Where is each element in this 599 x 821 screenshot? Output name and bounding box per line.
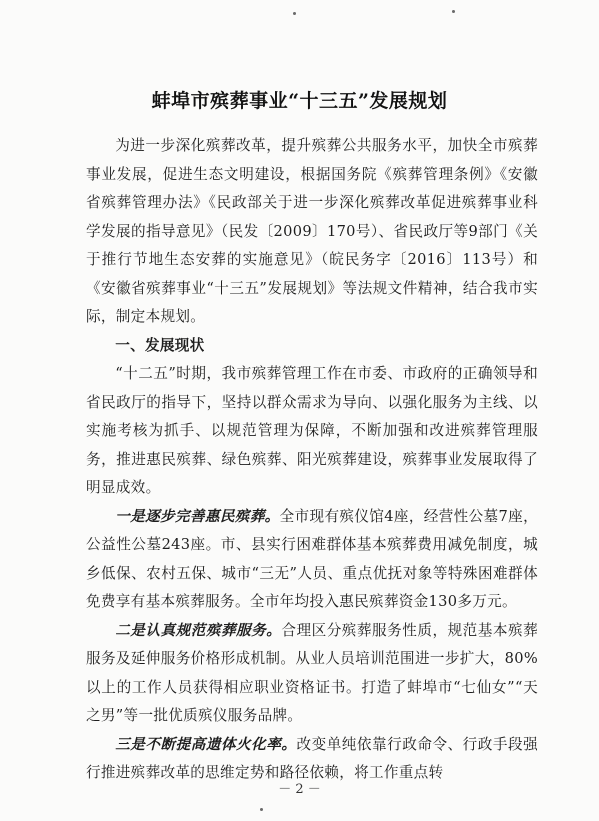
item-text-1: 全市现有殡仪馆4座，经营性公墓7座，公益性公墓243座。市、县实行困难群体基本殡葬费用减免制度，城乡低保、农村五保、城市“三无”人员、重点优抚对象等特殊困难群体免费享有基本殡葬服务。全市年均投入惠民殡葬资金130多万元。 [86, 507, 538, 610]
status-paragraph: “十二五”时期，我市殡葬管理工作在市委、市政府的正确领导和省民政厅的指导下，坚持以群众需求为导向、以强化服务为主线、以实施考核为抓手、以规范管理为保障，不断加强和改进殡葬管理服务，推进惠民殡葬、绿色殡葬、阳光殡葬建设，殡葬事业发展取得了明显成效。 [86, 365, 538, 496]
intro-paragraph: 为进一步深化殡葬改革，提升殡葬公共服务水平，加快全市殡葬事业发展，促进生态文明建设，根据国务院《殡葬管理条例》《安徽省殡葬管理办法》《民政部关于进一步深化殡葬改革促进殡葬事业科学发展的指导意见》（民发〔2009〕170号）、省民政厅等9部门《关于推行节地生态安葬的实施意见》（皖民务字〔2016〕113号）和《安徽省殡葬事业“十三五”发展规划》等法规文件精神，结合我市实际，制定本规划。 [86, 137, 538, 325]
item-paragraph-2 [86, 617, 538, 731]
document-title: 蚌埠市殡葬事业“十三五”发展规划 [151, 90, 448, 112]
document-body [86, 132, 538, 788]
scan-speck [452, 10, 455, 13]
item-paragraph-1 [86, 503, 538, 617]
section-heading: 一、发展现状 [115, 336, 205, 354]
item-lead-2: 二是认真规范殡葬服务。 [115, 621, 282, 639]
item-text-2: 合理区分殡葬服务性质，规范基本殡葬服务及延伸服务价格形成机制。从业人员培训范围进一步扩大，80%以上的工作人员获得相应职业资格证书。打造了蚌埠市“七仙女”“天之男”等一批优质殡仪服务品牌。 [86, 621, 538, 724]
scan-speck [260, 808, 263, 811]
page-number: － 2 － [278, 782, 321, 797]
item-lead-1: 一是逐步完善惠民殡葬。 [115, 507, 280, 525]
item-lead-3: 三是不断提高遗体火化率。 [115, 735, 297, 753]
item-text-3: 改变单纯依靠行政命令、行政手段强行推进殡葬改革的思维定势和路径依赖，将工作重点转 [86, 735, 538, 781]
scan-speck [293, 12, 296, 15]
